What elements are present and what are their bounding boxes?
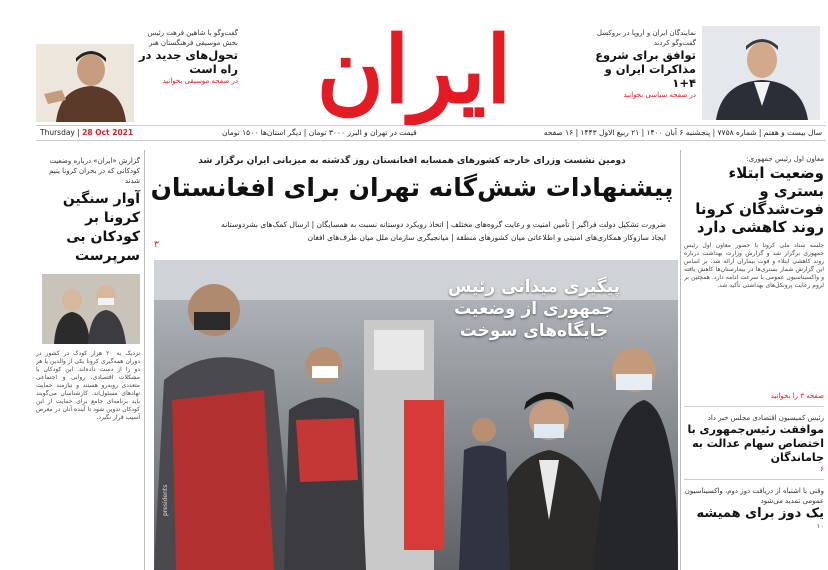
divider <box>684 406 824 407</box>
right-story3-headline[interactable]: یک دوز برای همیشه <box>696 506 824 521</box>
right-story3-kicker: وقتی با اشتباه از دریافت دوز دوم، واکسیناسیون عمومی تمدید می‌شود <box>684 487 824 505</box>
lead-headline[interactable]: پیشنهادات شش‌گانه تهران برای افغانستان <box>150 173 674 202</box>
lead-bullets <box>146 218 666 244</box>
teaser-right[interactable] <box>588 28 696 101</box>
teaser-left-ref: در صفحه موسیقی بخوانید <box>162 77 238 85</box>
newspaper-logo: ایران <box>316 16 512 124</box>
teaser-right-title: توافق برای شروع مذاکرات ایران و ۴+۱ <box>595 48 696 90</box>
teaser-right-kicker: نمایندگان ایران و اروپا در بروکسل گفت‌وگو کردند <box>596 29 696 47</box>
divider <box>684 479 824 480</box>
left-story-body: نزدیک به ۲۰ هزار کودک در کشور در دوران همه‌گیری کرونا یکی از والدین یا هر دو را از دست داده‌اند. این کودکان با مشکلات اقتصادی، روانی و اجتماعی متعددی روبه‌رو هستند و نیازمند حمایت نهادهای مسئول‌اند. کارشناسان می‌گویند باید برنامه‌ای جامع برای حمایت از این کودکان تدوین شود تا آینده آنان در معرض آسیب قرار نگیرد. <box>36 350 140 421</box>
right-story3-page: ۱۰ <box>816 522 824 530</box>
lead-kicker: دومین نشست وزرای خارجه کشورهای همسایه افغانستان روز گذشته به میزبانی ایران برگزار شد <box>198 156 626 166</box>
center-lead <box>146 150 678 570</box>
column-separator-left <box>144 150 145 570</box>
left-story-photo <box>42 274 140 344</box>
right-column <box>684 150 824 570</box>
teaser-left[interactable] <box>138 28 238 87</box>
price-info: قیمت در تهران و البرز ۳۰۰۰ تومان | دیگر استان‌ها ۱۵۰۰ تومان <box>222 128 417 137</box>
right-story1-ref[interactable]: صفحه ۳ را بخوانید <box>770 392 824 400</box>
right-story2-page: ۶ <box>820 465 824 473</box>
issue-info: سال بیست و هفتم | شماره ۷۷۵۸ | پنجشنبه ۶ آبان ۱۴۰۰ | ۲۱ ربیع الاول ۱۴۴۳ | ۱۶ صفحه <box>543 128 822 137</box>
teaser-left-kicker: گفت‌وگو با شاهین فرهت رئیس بخش موسیقی فرهنگستان هنر <box>147 29 238 47</box>
right-story1-body: جلسه ستاد ملی کرونا با حضور معاون اول رئیس جمهوری برگزار شد و گزارش وزارت بهداشت درباره روند کاهشی ابتلاء و فوت بیماران ارائه شد. بر اساس این گزارش شمار بستری‌ها در بیمارستان‌ها کاهش یافته و واکسیناسیون عمومی با سرعت ادامه دارد. همچنین بر لزوم رعایت پروتکل‌های بهداشتی تأکید شد. <box>684 242 824 289</box>
lead-page: ۳ <box>154 240 159 250</box>
right-story1-kicker: معاون اول رئیس جمهوری: <box>746 155 824 163</box>
lead-photo-caption: پیگیری میدانی رئیس جمهوری از وضعیت جایگاه‌های سوخت <box>448 277 620 341</box>
right-story1-headline[interactable]: وضعیت ابتلاء بستری و فوت‌شدگان کرونا روند کاهشی دارد <box>695 164 824 236</box>
teaser-right-photo <box>702 26 820 120</box>
weekday-en: Thursday <box>40 128 75 137</box>
left-column <box>36 150 140 570</box>
date-number-en: 28 Oct 2021 <box>82 128 134 137</box>
photo-credit: presidents <box>162 484 169 516</box>
left-story-headline[interactable]: آوار سنگین کرونا بر کودکان بی سرپرست <box>62 191 140 264</box>
date-en: Thursday | 28 Oct 2021 <box>40 128 134 137</box>
teaser-right-ref: در صفحه سیاسی بخوانید <box>623 91 696 99</box>
lead-bullets-line2: ایجاد سازوکار همکاری‌های امنیتی و اطلاعاتی میان کشورهای منطقه | میانجیگری سازمان ملل میان طرف‌های افغان <box>307 233 666 242</box>
lead-photo <box>154 260 678 570</box>
column-separator-right <box>680 150 681 570</box>
lead-bullets-line1: ضرورت تشکیل دولت فراگیر | تأمین امنیت و رعایت گروه‌های مختلف | اتخاذ رویکرد دوستانه نسبت به همسایگان | ارسال کمک‌های بشردوستانه <box>221 220 666 229</box>
left-story-kicker: گزارش «ایران» درباره وضعیت کودکانی که در بحران کرونا یتیم شدند <box>49 157 140 185</box>
right-story2-headline[interactable]: موافقت رئیس‌جمهوری با اختصاص سهام عدالت به جاماندگان <box>687 423 824 464</box>
teaser-left-photo <box>36 44 134 122</box>
right-story2-kicker: رئیس کمیسیون اقتصادی مجلس خبر داد <box>707 414 824 422</box>
teaser-left-title: تحول‌های جدید در راه است <box>138 48 238 76</box>
masthead <box>0 0 828 150</box>
info-bar <box>36 125 826 141</box>
